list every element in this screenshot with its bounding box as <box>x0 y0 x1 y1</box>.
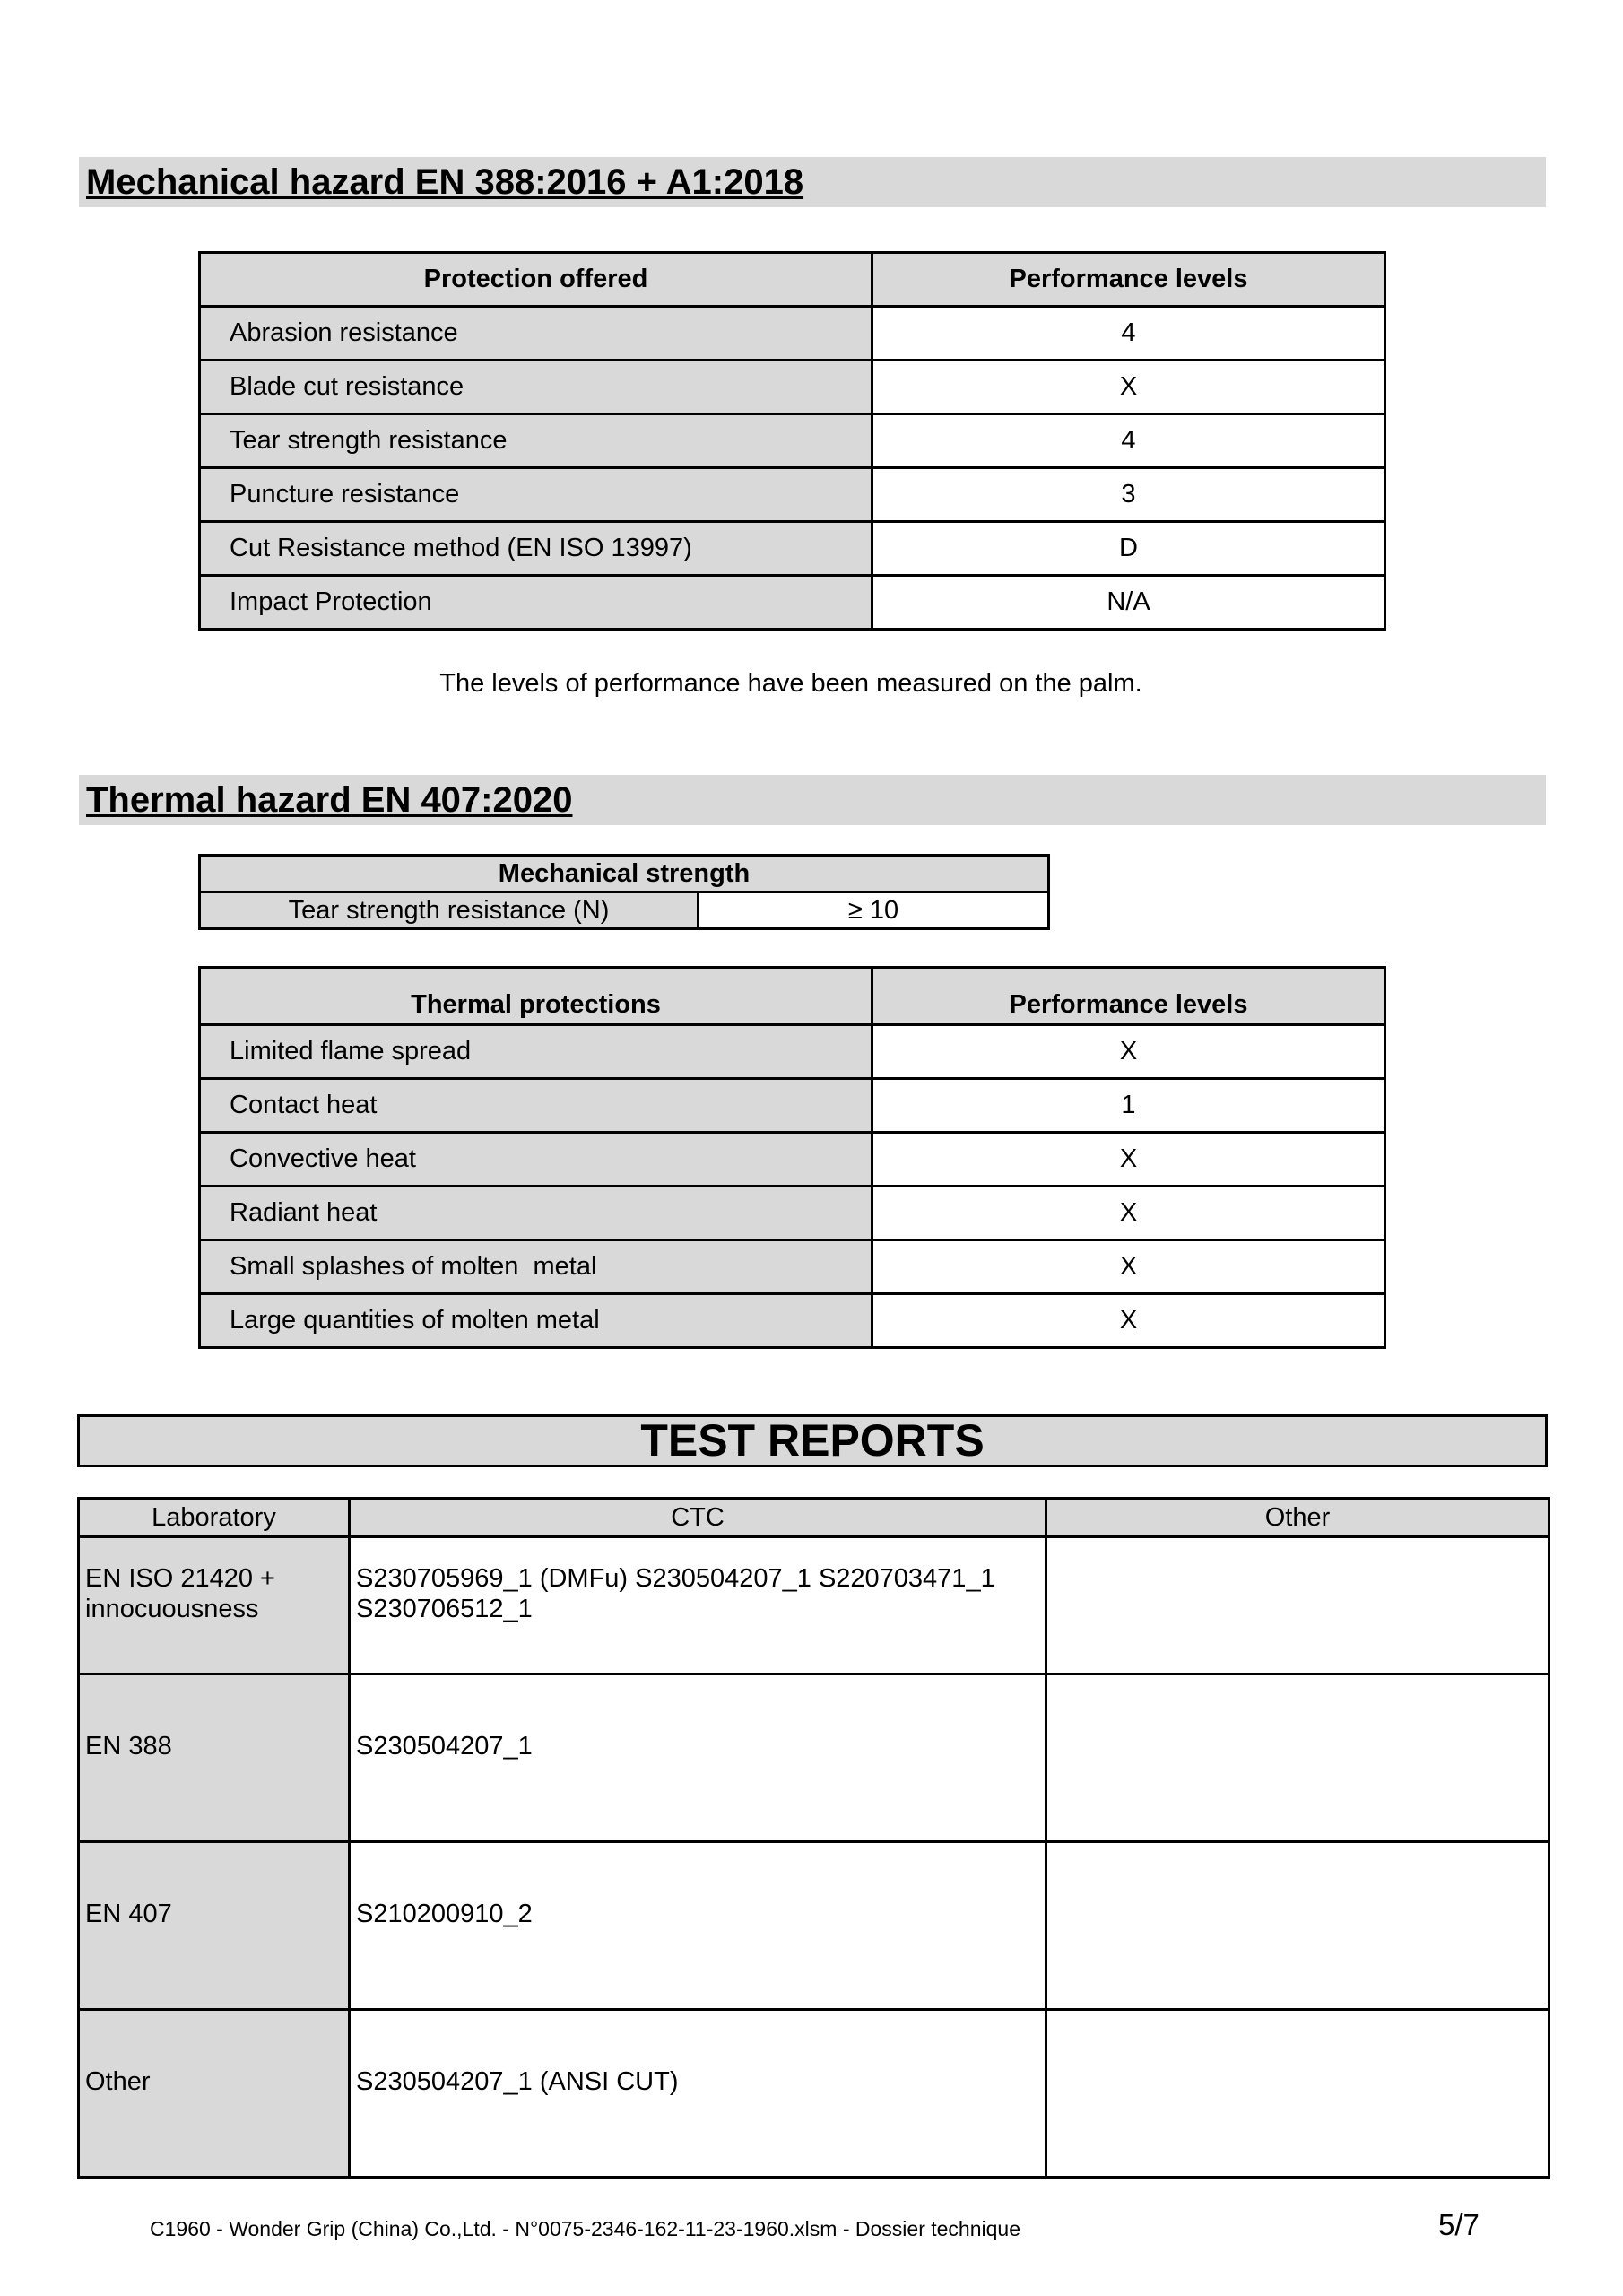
laboratory-cell: Other <box>79 2010 350 2178</box>
thermal-protection-label: Limited flame spread <box>200 1025 872 1079</box>
table-row <box>200 468 1385 522</box>
table-row <box>200 1240 1385 1294</box>
performance-value: X <box>872 361 1385 414</box>
table-header-row <box>200 253 1385 307</box>
column-header: Performance levels <box>872 968 1385 1025</box>
thermal-section-header <box>79 775 1546 825</box>
table-row <box>200 522 1385 576</box>
thermal-section-title: Thermal hazard EN 407:2020 <box>86 780 573 820</box>
test-reports-table <box>77 1497 1550 2179</box>
thermal-protection-label: Small splashes of molten metal <box>200 1240 872 1294</box>
table-row <box>200 576 1385 630</box>
footer-text: C1960 - Wonder Grip (China) Co.,Ltd. - N°0075-2346-162-11-23-1960.xlsm - Dossier technique <box>150 2217 1020 2240</box>
performance-value: X <box>872 1240 1385 1294</box>
performance-value: 4 <box>872 307 1385 361</box>
table-row <box>200 1025 1385 1079</box>
column-header: Thermal protections <box>200 968 872 1025</box>
laboratory-line: innocuousness <box>85 1595 259 1623</box>
column-header: Protection offered <box>200 253 872 307</box>
other-cell <box>1046 1842 1549 2010</box>
other-cell <box>1046 2010 1549 2178</box>
table-row <box>200 1079 1385 1133</box>
column-header: Other <box>1046 1499 1549 1537</box>
table-row <box>200 892 1049 929</box>
column-header: Laboratory <box>79 1499 350 1537</box>
performance-note: The levels of performance have been measured on the palm. <box>439 669 1142 698</box>
table-row <box>200 1294 1385 1348</box>
laboratory-line: EN ISO 21420 + <box>85 1564 275 1593</box>
ctc-line: S230706512_1 <box>356 1595 533 1623</box>
table-header-row <box>200 856 1049 892</box>
mechanical-section-title: Mechanical hazard EN 388:2016 + A1:2018 <box>86 162 804 202</box>
tear-strength-label: Tear strength resistance (N) <box>200 892 699 929</box>
protection-label: Abrasion resistance <box>200 307 872 361</box>
table-row <box>79 2010 1549 2178</box>
thermal-protection-label: Convective heat <box>200 1133 872 1187</box>
page-number: 5/7 <box>1438 2208 1480 2241</box>
other-cell <box>1046 1674 1549 1842</box>
performance-value: 4 <box>872 414 1385 468</box>
table-row <box>200 414 1385 468</box>
thermal-protection-label: Contact heat <box>200 1079 872 1133</box>
other-cell <box>1046 1537 1549 1674</box>
ctc-cell: S210200910_2 <box>350 1842 1046 2010</box>
performance-value: N/A <box>872 576 1385 630</box>
laboratory-cell <box>79 1537 350 1674</box>
table-header-row <box>79 1499 1549 1537</box>
table-row <box>200 1133 1385 1187</box>
laboratory-cell: EN 388 <box>79 1674 350 1842</box>
protection-label: Impact Protection <box>200 576 872 630</box>
mechanical-section-header <box>79 157 1546 207</box>
column-header: CTC <box>350 1499 1046 1537</box>
performance-value: 1 <box>872 1079 1385 1133</box>
performance-value: 3 <box>872 468 1385 522</box>
protection-label: Cut Resistance method (EN ISO 13997) <box>200 522 872 576</box>
mechanical-strength-table <box>198 854 1050 930</box>
ctc-cell: S230504207_1 (ANSI CUT) <box>350 2010 1046 2178</box>
table-row <box>79 1842 1549 2010</box>
column-header: Performance levels <box>872 253 1385 307</box>
ctc-line: S230705969_1 (DMFu) S230504207_1 S220703471_1 <box>356 1564 995 1593</box>
table-row <box>200 307 1385 361</box>
laboratory-cell: EN 407 <box>79 1842 350 2010</box>
thermal-protection-label: Large quantities of molten metal <box>200 1294 872 1348</box>
thermal-protection-label: Radiant heat <box>200 1187 872 1240</box>
protection-label: Puncture resistance <box>200 468 872 522</box>
performance-value: X <box>872 1133 1385 1187</box>
protection-label: Tear strength resistance <box>200 414 872 468</box>
test-reports-title: TEST REPORTS <box>640 1415 985 1465</box>
table-row <box>79 1537 1549 1674</box>
mechanical-performance-table <box>198 251 1386 631</box>
table-row <box>200 1187 1385 1240</box>
performance-value: D <box>872 522 1385 576</box>
performance-value: X <box>872 1294 1385 1348</box>
tear-strength-value: ≥ 10 <box>699 892 1049 929</box>
thermal-performance-table <box>198 966 1386 1349</box>
test-reports-header <box>77 1414 1548 1467</box>
ctc-cell <box>350 1537 1046 1674</box>
table-row <box>79 1674 1549 1842</box>
protection-label: Blade cut resistance <box>200 361 872 414</box>
performance-value: X <box>872 1187 1385 1240</box>
table-row <box>200 361 1385 414</box>
ctc-cell: S230504207_1 <box>350 1674 1046 1842</box>
mechanical-strength-header: Mechanical strength <box>200 856 1049 892</box>
performance-value: X <box>872 1025 1385 1079</box>
table-header-row <box>200 968 1385 1025</box>
